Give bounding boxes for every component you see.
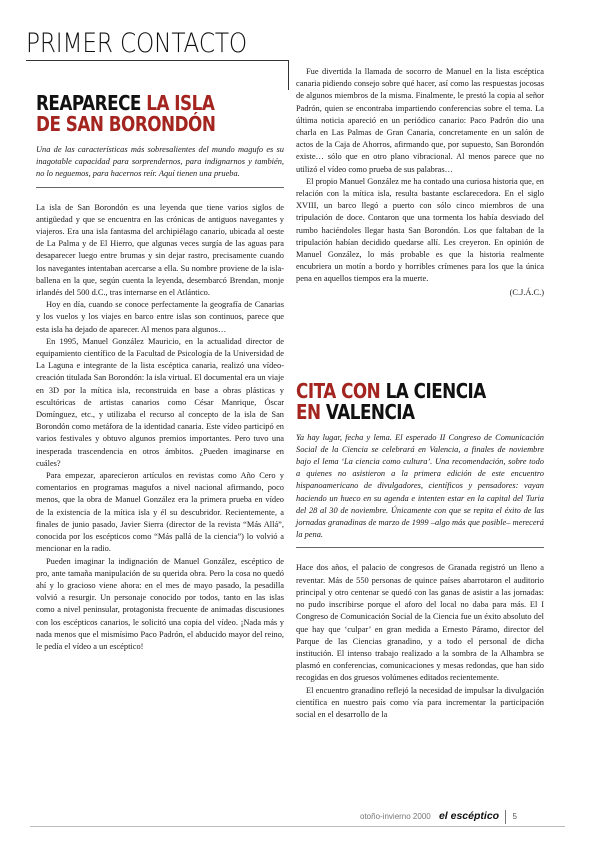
- article2-lede: Ya hay lugar, fecha y lema. El esperado II Congreso de Comunicación Social de la Ciencia se celebrará en Valencia, a finales de noviembre bajo el lema ‘La ciencia como cultura’. Una recomendación, sobre todo a quienes no asistieron a la primera edición de este encuentro hispanoamericano de divulgadores, científicos y pensadores: vayan haciendo un hueco en su agenda e intenten estar en la capital del Turia del 28 al 30 de noviembre. Únicamente con que se repita el éxito de las jornadas granadinas de marzo de 1999 –algo más que posible– merecerá la pena.: [296, 432, 544, 540]
- article2-headline-red-2: EN: [296, 399, 321, 424]
- article1-signature: (C.J.Á.C.): [509, 287, 544, 297]
- article1-lede-rule: [36, 187, 284, 188]
- article1-headline-red-2: DE SAN BORONDÓN: [36, 112, 216, 136]
- right-column: [296, 0, 544, 721]
- article2-headline-dark-2: VALENCIA: [325, 399, 415, 424]
- section-title: PRIMER CONTACTO: [26, 28, 248, 59]
- header-vertical-rule: [288, 60, 289, 90]
- article1-paragraph: Para empezar, aparecieron artículos en revistas como Año Cero y comentarios en programas magufos a nivel nacional afirmando, poco menos, que la obra de Manuel González era la primera prueba en vídeo de la existencia de la mítica isla y él su descubridor. Recientemente, a finales de junio pasado, Javier Sierra (director de la revista “Más Allá”, conocida por los escépticos como “Más pallá de la ciencia”) lo volvió a mencionar en la radio.: [36, 471, 284, 554]
- article1-paragraph: Pueden imaginar la indignación de Manuel González, escéptico de pro, ante tamaña manipulación de su querida obra. Pero la cosa no quedó ahí y lo gracioso viene ahora: en el mes de mayo pasado, la pesadilla volvió a resurgir. Un personaje conocido por todos, tanto en las islas como a nivel peninsular, protagonista frecuente de animadas discusiones con los escépticos canarios, le solicitó una copia del vídeo. ¡Nada más y nada menos que el mismísimo Paco Padrón, el abducido mayor del reino, le pedía el vídeo a un escéptico!: [36, 556, 284, 651]
- article2-paragraph: Hace dos años, el palacio de congresos de Granada registró un lleno a reventar. Más de 550 personas de quince países abarrotaron el auditorio principal y otro centenar se quedó con las ganas de asistir a las jornadas: no pudo inscribirse porque el aforo del local no daba para más. El I Congreso de Comunicación Social de la Ciencia fue un éxito absoluto del que hay que ‘culpar’ en gran medida a Ernesto Páramo, director del Parque de las Ciencias granadino, y a todo el personal de dicha institución. El intenso trabajo realizado a la sombra de la Alhambra se plasmó en conferencias, comunicaciones y mesas redondas, que han sido recogidas en dos gruesos volúmenes editados recientemente.: [296, 563, 544, 683]
- article1-paragraph: Hoy en día, cuando se conoce perfectamente la geografía de Canarias y los vuelos y los viajes en barco entre islas son continuos, parece que esta isla ha dejado de aparecer. Al menos para algunos…: [36, 300, 284, 334]
- article1-headline: [36, 93, 244, 135]
- article1-headline-dark: REAPARECE: [36, 91, 141, 115]
- article1-paragraph: La isla de San Borondón es una leyenda que tiene varios siglos de antigüedad y que se encuentra en las crónicas de antiguos navegantes y viajeros. Era una isla fantasma del archipiélago canario, ubicada al oeste de La Palma y de El Hierro, que algunas veces surgía de las aguas para desaparecer luego entre brumas y sin dejar rastro, precisamente cuando los navegantes intentaban acercarse a ella. Su nombre proviene de la isla-ballena en la que, según cuenta la leyenda, desembarcó Brendan, monje irlandés del 500 d.C., tras internarse en el Atlántico.: [36, 202, 284, 298]
- left-column: [36, 0, 284, 653]
- article2-headline: [296, 378, 504, 424]
- article1-paragraph: Fue divertida la llamada de socorro de Manuel en la lista escéptica canaria pidiendo consejo sobre qué hacer, así como las respuestas jocosas de algunos miembros de la misma. Finalmente, le prestó la copia al señor Padrón, quien se encontraba impartiendo conferencias sobre el tema. La última noticia apareció en un periódico canario: Paco Padrón dio una charla en Las Palmas de Gran Canaria, concretamente en un salón de actos de la Caja de Ahorros, afirmando que, por supuesto, San Borondón existe… sólo que en otro plano vibracional. Al menos parece que no utilizó el vídeo como prueba de sus palabras…: [296, 67, 544, 174]
- page-footer: [360, 810, 517, 824]
- article2-headline-red-1: CITA CON: [296, 378, 381, 403]
- article1-paragraph: En 1995, Manuel González Mauricio, en la actualidad director de equipamiento científico de la Facultad de Psicología de la Universidad de La Laguna e integrante de la lista escéptica canaria, realizó una vídeo-creación titulada San Borondón: la isla virtual. El documental era un viaje en 3D por la mítica isla, reconstruida en base a obras plásticas y escultóricas de artistas canarios como César Manrique, Óscar Domínguez, etc., y utilizaba el recurso al concepto de la isla de San Borondón como metáfora de la identidad canaria. Este vídeo participó en varios festivales y obtuvo algunos premios importantes. Pero tuvo una inesperada trascendencia en otros ámbitos. ¿Pueden imaginarse en cuáles?: [36, 336, 284, 468]
- footer-issue: otoño-invierno 2000: [360, 812, 431, 822]
- article2-lede-rule: [296, 547, 544, 548]
- article1-body-right: [296, 66, 544, 286]
- article1-body-left: [36, 202, 284, 654]
- footer-rule: [30, 826, 565, 827]
- article1-headline-red-1: LA ISLA: [146, 91, 215, 115]
- article1-paragraph: El propio Manuel González me ha contado una curiosa historia que, en relación con la mítica isla, resulta bastante esclarecedora. En el siglo XVIII, un barco llegó a puerto con sólo cinco miembros de una tripulación de doce. Contaron que una tormenta los había desviado del rumbo haciéndoles llegar hasta San Borondón. Los que faltaban de la tripulación habían decidido quedarse allí. Les creyeron. En opinión de Manuel González, lo más probable es que la historia realmente encubriera un motín a bordo y horribles crímenes para los que la única pena en aquellos tiempos era la muerte.: [296, 176, 544, 284]
- footer-magazine-name: el escéptico: [438, 810, 500, 823]
- article2-body: [296, 562, 544, 721]
- article2-paragraph: El encuentro granadino reflejó la necesidad de impulsar la divulgación científica en nuestro país como vía para incrementar la participación social en el desarrollo de la: [296, 685, 544, 719]
- article1-lede: Una de las características más sobresalientes del mundo magufo es su inagotable capacidad para sorprendernos, para indignarnos y también, no lo neguemos, para hacernos reír. Aquí tienen una prueba.: [36, 145, 284, 179]
- article2-headline-dark-1: LA CIENCIA: [385, 378, 486, 403]
- footer-divider: [505, 810, 506, 824]
- page-number: 5: [512, 812, 517, 822]
